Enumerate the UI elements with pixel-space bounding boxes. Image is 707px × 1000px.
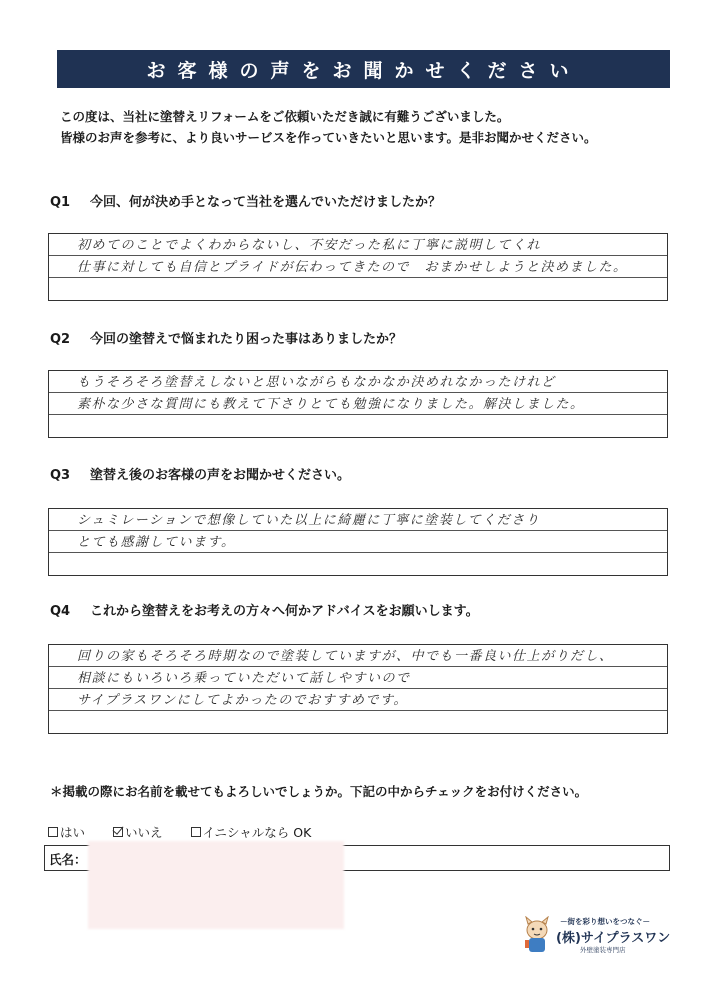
answer-line <box>49 256 667 278</box>
checkbox-icon[interactable] <box>48 827 58 837</box>
logo-subtitle: 外壁塗装専門店 <box>580 946 626 954</box>
option-label: イニシャルなら OK <box>202 825 312 840</box>
answer-text: 仕事に対しても自信とプライドが伝わってきたので おまかせしようと決めました。 <box>77 260 628 275</box>
name-label: 氏名： <box>49 852 87 867</box>
page-title: お客様の声をお聞かせください <box>57 50 670 88</box>
question-2 <box>50 328 402 347</box>
question-text: 今回、何が決め手となって当社を選んでいただけましたか？ <box>90 195 442 210</box>
answer-line <box>49 278 667 300</box>
question-1 <box>50 191 441 210</box>
answer-line <box>49 689 667 711</box>
option-label: いいえ <box>125 825 163 840</box>
redacted-name <box>88 841 344 929</box>
answer-text: とても感謝しています。 <box>77 535 236 550</box>
intro-text <box>60 106 680 148</box>
mascot-icon <box>522 916 552 956</box>
answer-line <box>49 531 667 553</box>
checkbox-icon[interactable] <box>191 827 201 837</box>
answer-line <box>49 711 667 733</box>
answer-text: 相談にもいろいろ乗っていただいて話しやすいので <box>77 671 411 686</box>
answer-text: 素朴な少さな質問にも教えて下さりとても勉強になりました。解決しました。 <box>77 397 585 412</box>
intro-line: この度は、当社に塗替えリフォームをご依頼いただき誠に有難うございました。 <box>60 109 510 124</box>
answer-box-3 <box>48 508 668 576</box>
question-text: これから塗替えをお考えの方々へ何かアドバイスをお願いします。 <box>90 604 479 619</box>
consent-options <box>48 823 339 841</box>
checked-checkbox-icon[interactable] <box>113 827 123 837</box>
answer-line <box>49 553 667 575</box>
question-number: Q3 <box>50 468 71 483</box>
answer-line <box>49 509 667 531</box>
consent-note: ＊掲載の際にお名前を載せてもよろしいでしょうか。下記の中からチェックをお付けください。 <box>50 784 588 799</box>
answer-box-1 <box>48 233 668 301</box>
logo-company: (株)サイプラスワン <box>556 931 671 946</box>
question-3 <box>50 464 350 483</box>
answer-box-4 <box>48 644 668 734</box>
answer-text: もうそろそろ塗替えしないと思いながらもなかなか決めれなかったけれど <box>77 375 556 390</box>
question-number: Q1 <box>50 195 71 210</box>
company-logo <box>520 912 680 962</box>
question-text: 今回の塗替えで悩まれたり困った事はありましたか？ <box>90 332 403 347</box>
answer-line <box>49 415 667 437</box>
question-text: 塗替え後のお客様の声をお聞かせください。 <box>90 468 351 483</box>
option-yes[interactable] <box>48 823 85 841</box>
answer-line <box>49 667 667 689</box>
answer-line <box>49 371 667 393</box>
question-number: Q4 <box>50 604 71 619</box>
answer-text: 回りの家もそろそろ時期なので塗装していますが、中でも一番良い仕上がりだし、 <box>77 649 614 664</box>
answer-line <box>49 645 667 667</box>
answer-text: 初めてのことでよくわからないし、不安だった私に丁寧に説明してくれ <box>77 238 542 253</box>
logo-tagline: －街を彩り想いをつなぐ－ <box>560 917 650 926</box>
option-initials[interactable] <box>191 823 312 841</box>
answer-line <box>49 393 667 415</box>
answer-text: シュミレーションで想像していた以上に綺麗に丁寧に塗装してくださり <box>77 513 541 528</box>
option-no[interactable] <box>113 823 163 841</box>
question-4 <box>50 600 479 619</box>
option-label: はい <box>60 825 86 840</box>
answer-box-2 <box>48 370 668 438</box>
answer-line <box>49 234 667 256</box>
question-number: Q2 <box>50 332 71 347</box>
answer-text: サイプラスワンにしてよかったのでおすすめです。 <box>77 693 408 708</box>
intro-line: 皆様のお声を参考に、より良いサービスを作っていきたいと思います。是非お聞かせください。 <box>60 130 597 145</box>
